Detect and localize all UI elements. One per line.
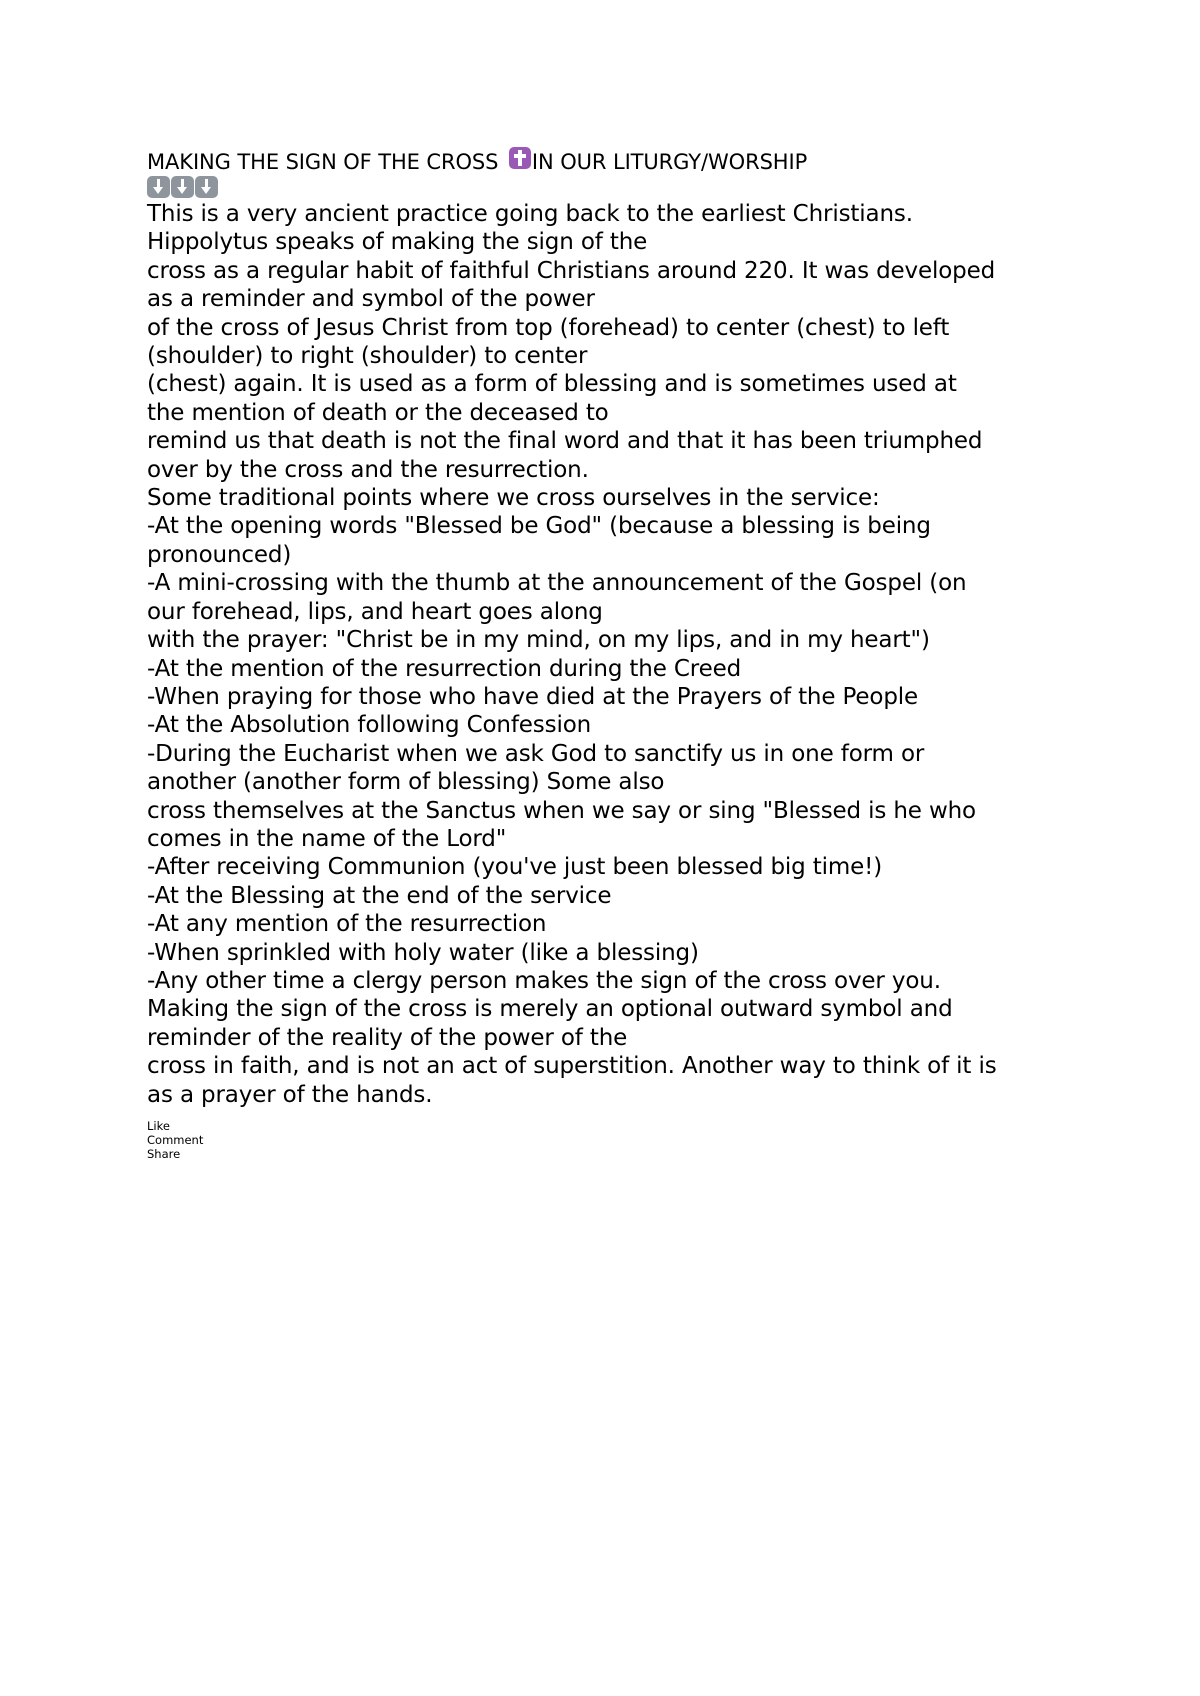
post-content	[147, 147, 1067, 1161]
down-arrow-icon	[195, 176, 218, 198]
body-line: another (another form of blessing) Some also	[147, 769, 665, 796]
body-line: -At the opening words "Blessed be God" (because a blessing is being	[147, 513, 931, 540]
body-line: -At the Blessing at the end of the service	[147, 882, 612, 909]
body-line: comes in the name of the Lord"	[147, 825, 507, 852]
body-line: reminder of the reality of the power of the	[147, 1024, 628, 1051]
body-line: with the prayer: "Christ be in my mind, on my lips, and in my heart")	[147, 627, 930, 654]
body-line: our forehead, lips, and heart goes along	[147, 598, 603, 625]
body-line: Making the sign of the cross is merely an optional outward symbol and	[147, 996, 953, 1023]
latin-cross-icon	[509, 147, 531, 169]
body-line: cross as a regular habit of faithful Christians around 220. It was developed	[147, 257, 996, 284]
body-line: -At the mention of the resurrection during the Creed	[147, 655, 742, 682]
title-text-after: IN OUR LITURGY/WORSHIP	[531, 150, 808, 174]
body-line: -A mini-crossing with the thumb at the announcement of the Gospel (on	[147, 570, 967, 597]
body-line: Some traditional points where we cross ourselves in the service:	[147, 485, 880, 512]
share-button[interactable]: Share	[147, 1147, 181, 1161]
body-line: This is a very ancient practice going back to the earliest Christians.	[147, 201, 913, 227]
body-line: -During the Eucharist when we ask God to sanctify us in one form or	[147, 740, 925, 767]
body-line: remind us that death is not the final word and that it has been triumphed	[147, 428, 983, 455]
body-line: pronounced)	[147, 541, 292, 568]
body-line: of the cross of Jesus Christ from top (forehead) to center (chest) to left	[147, 314, 950, 341]
body-line: -After receiving Communion (you've just been blessed big time!)	[147, 854, 883, 881]
post-actions	[147, 1119, 1067, 1161]
body-line: -At any mention of the resurrection	[147, 911, 547, 938]
body-line: as a reminder and symbol of the power	[147, 286, 595, 313]
body-line: -When praying for those who have died at the Prayers of the People	[147, 683, 919, 710]
body-line: the mention of death or the deceased to	[147, 399, 609, 426]
down-arrow-icon	[171, 176, 194, 198]
title-text-before: MAKING THE SIGN OF THE CROSS	[147, 150, 505, 174]
down-arrows	[147, 176, 1067, 200]
body-line: cross themselves at the Sanctus when we say or sing "Blessed is he who	[147, 797, 976, 824]
post-title	[147, 147, 1067, 176]
body-line: -At the Absolution following Confession	[147, 712, 592, 739]
body-line: (shoulder) to right (shoulder) to center	[147, 343, 588, 370]
body-line: cross in faith, and is not an act of superstition. Another way to think of it is	[147, 1053, 997, 1080]
down-arrow-icon	[147, 176, 170, 198]
body-line: as a prayer of the hands.	[147, 1081, 433, 1108]
body-line: (chest) again. It is used as a form of blessing and is sometimes used at	[147, 371, 957, 398]
comment-button[interactable]: Comment	[147, 1133, 204, 1147]
post-body	[147, 200, 1067, 1109]
body-line: -Any other time a clergy person makes the sign of the cross over you.	[147, 967, 941, 994]
like-button[interactable]: Like	[147, 1119, 170, 1133]
body-line: Hippolytus speaks of making the sign of the	[147, 229, 648, 256]
body-line: -When sprinkled with holy water (like a blessing)	[147, 939, 699, 966]
body-line: over by the cross and the resurrection.	[147, 456, 589, 483]
